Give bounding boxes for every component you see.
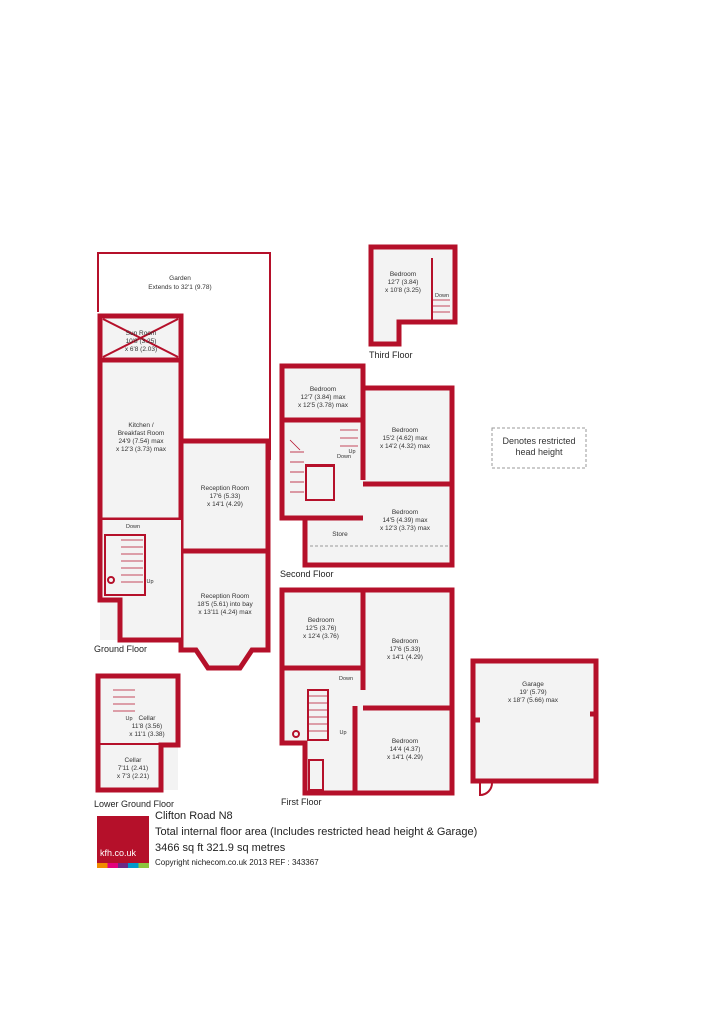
hallway [100,520,181,640]
reception-2-label: Reception Room [200,593,250,600]
second-bedroom-2-dim2: x 14'2 (4.32) max [379,443,431,450]
area-value: 3466 sq ft 321.9 sq metres [155,842,286,854]
ground-stairs-up: Up [146,579,154,585]
sun-room-dim2: x 6'8 (2.03) [124,346,158,353]
second-bedroom-1-label: Bedroom [309,386,337,393]
ground-floor-plan [94,253,270,668]
lower-ground-floor-title: Lower Ground Floor [94,799,175,809]
plan-footer [97,810,657,870]
second-stairs-down: Down [336,454,352,460]
second-bedroom-1-dim2: x 12'5 (3.78) max [297,402,349,409]
third-stairs-down: Down [434,293,450,299]
first-bedroom-2-label: Bedroom [391,638,419,645]
kitchen-label: Kitchen / [128,422,154,429]
property-address: Clifton Road N8 [155,810,233,822]
legend [492,428,586,468]
first-floor-plan [281,590,452,807]
ground-stairs-down: Down [125,524,141,530]
garage-label: Garage [522,681,544,688]
copyright: Copyright nichecom.co.uk 2013 REF : 343367 [155,858,319,867]
garage-dim1: 19' (5.79) [519,689,547,696]
cellar-2-dim2: x 7'3 (2.21) [116,773,150,780]
logo-text: kfh.co.uk [100,848,137,858]
garden-label: Garden [169,275,191,282]
second-bedroom-1-dim1: 12'7 (3.84) max [300,394,346,401]
store-label: Store [332,531,348,538]
second-bedroom-2-dim1: 15'2 (4.62) max [382,435,428,442]
ground-floor-title: Ground Floor [94,644,148,654]
legend-line-1: Denotes restricted [502,436,576,446]
lower-stairs-up: Up [125,716,133,722]
first-bedroom-2-dim1: 17'6 (5.33) [389,646,421,653]
sun-room-dim1: 10'8 (3.25) [125,338,157,345]
kitchen-label-2: Breakfast Room [117,430,165,437]
second-floor-title: Second Floor [280,569,334,579]
reception-1-dim2: x 14'1 (4.29) [207,501,243,508]
area-title: Total internal floor area (Includes restricted head height & Garage) [155,826,478,838]
second-bedroom-3-dim2: x 12'3 (3.73) max [379,525,431,532]
reception-2-dim2: x 13'11 (4.24) max [198,609,252,616]
third-floor-title: Third Floor [369,350,413,360]
first-bedroom-3-dim2: x 14'1 (4.29) [387,754,423,761]
third-bedroom-dim1: 12'7 (3.84) [387,279,419,286]
second-bedroom-3-label: Bedroom [391,509,419,516]
first-bedroom-3-dim1: 14'4 (4.37) [389,746,421,753]
reception-1-dim1: 17'6 (5.33) [209,493,241,500]
garage-plan [473,661,596,795]
first-stairs-down: Down [338,676,354,682]
lower-ground-floor-plan [94,676,178,809]
legend-line-2: head height [515,447,563,457]
agent-logo [97,816,149,868]
logo-colour-bar [97,863,149,868]
reception-2-dim1: 18'5 (5.61) into bay [197,601,253,608]
kitchen-dim2: x 12'3 (3.73) max [115,446,167,453]
second-stairs-up: Up [348,449,356,455]
second-floor-plan [280,366,452,579]
cellar-1-label: Cellar [138,715,156,722]
second-bedroom-3-dim1: 14'5 (4.39) max [382,517,428,524]
first-bedroom-3-label: Bedroom [391,738,419,745]
cellar-2-label: Cellar [124,757,142,764]
sun-room-label: Sun Room [125,330,157,337]
first-bedroom-2-dim2: x 14'1 (4.29) [387,654,423,661]
cellar-2-dim1: 7'11 (2.41) [117,765,149,772]
reception-1-label: Reception Room [200,485,250,492]
third-floor-plan [369,247,455,360]
third-bedroom-dim2: x 10'8 (3.25) [385,287,421,294]
first-stairs-up: Up [339,730,347,736]
cellar-1-dim1: 11'8 (3.56) [131,723,163,730]
first-bedroom-1-dim2: x 12'4 (3.76) [303,633,339,640]
first-bedroom-1-label: Bedroom [307,617,335,624]
first-bedroom-1-dim1: 12'5 (3.76) [305,625,337,632]
garage-dim2: x 18'7 (5.66) max [507,697,559,704]
garden-dim: Extends to 32'1 (9.78) [148,284,212,291]
third-bedroom-label: Bedroom [389,271,417,278]
kitchen-dim1: 24'9 (7.54) max [118,438,164,445]
cellar-1-dim2: x 11'1 (3.38) [129,731,165,738]
first-floor-title: First Floor [281,797,322,807]
second-bedroom-2-label: Bedroom [391,427,419,434]
